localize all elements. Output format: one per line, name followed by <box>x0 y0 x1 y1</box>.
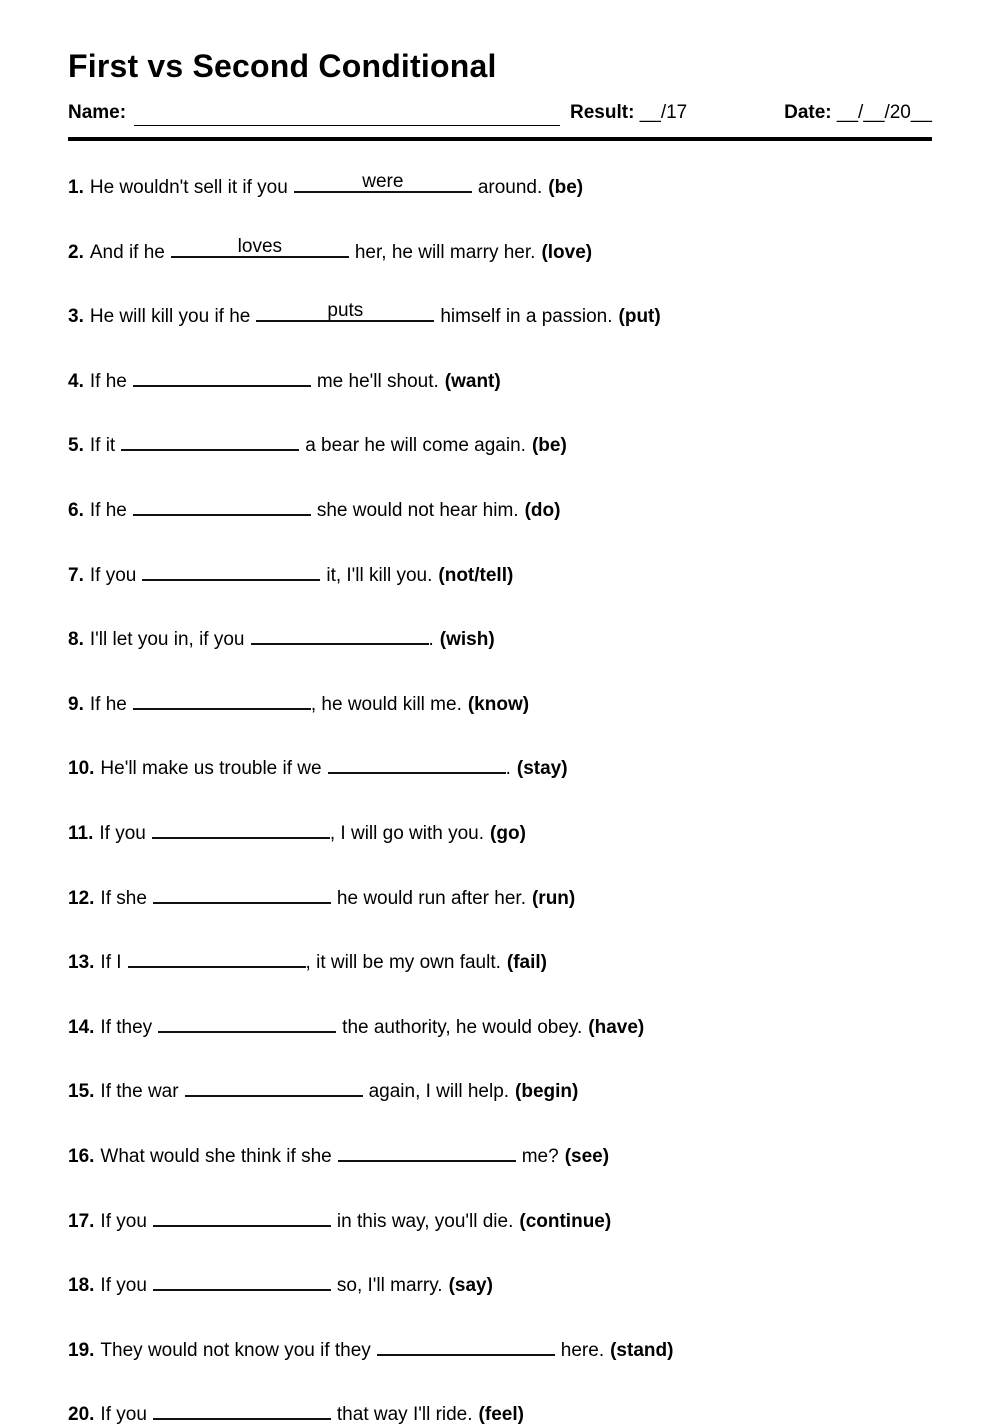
answer-blank[interactable] <box>153 881 331 904</box>
answer-blank[interactable] <box>133 493 311 516</box>
date-field-group <box>784 100 932 126</box>
verb-hint: (put) <box>618 306 661 328</box>
name-input-line[interactable] <box>134 102 560 126</box>
verb-hint: (say) <box>448 1275 493 1297</box>
answer-blank[interactable] <box>328 751 506 774</box>
question-pre-text: If I <box>100 952 122 974</box>
question-number: 10. <box>68 758 95 780</box>
verb-hint: (not/tell) <box>438 564 514 586</box>
question-post-text: in this way, you'll die. <box>336 1210 514 1232</box>
question-row <box>68 687 932 717</box>
answer-blank[interactable] <box>142 558 320 581</box>
questions-list <box>68 170 932 1427</box>
answer-blank[interactable] <box>121 428 299 451</box>
result-label: Result: <box>570 102 635 123</box>
question-number: 2. <box>68 241 84 263</box>
question-post-text: , he would kill me. <box>310 693 462 715</box>
question-post-text: again, I will help. <box>368 1081 510 1103</box>
question-pre-text: He wouldn't sell it if you <box>89 177 288 198</box>
question-number: 12. <box>68 887 95 909</box>
question-pre-text: He'll make us trouble if we <box>100 758 322 780</box>
answer-blank[interactable] <box>338 1139 516 1162</box>
page-title: First vs Second Conditional <box>68 48 497 84</box>
answer-blank[interactable] <box>152 816 330 839</box>
question-number: 17. <box>68 1210 95 1232</box>
name-label: Name: <box>68 102 127 123</box>
question-pre-text: If you <box>100 1275 147 1297</box>
question-number: 14. <box>68 1016 95 1038</box>
question-row <box>68 170 932 200</box>
question-pre-text: If you <box>99 822 146 844</box>
question-row <box>68 1074 932 1104</box>
date-blank[interactable]: __/__/20__ <box>836 102 932 123</box>
question-row <box>68 1010 932 1040</box>
question-pre-text: He will kill you if he <box>89 306 251 328</box>
question-number: 15. <box>68 1081 95 1103</box>
question-pre-text: If the war <box>100 1081 179 1103</box>
verb-hint: (love) <box>541 241 593 263</box>
question-number: 20. <box>68 1404 95 1426</box>
question-number: 18. <box>68 1275 95 1297</box>
question-number: 5. <box>68 435 84 457</box>
question-number: 16. <box>68 1145 95 1167</box>
question-row <box>68 816 932 846</box>
question-post-text: . <box>505 758 511 780</box>
question-pre-text: If you <box>100 1210 147 1232</box>
verb-hint: (stay) <box>516 758 568 780</box>
answer-blank[interactable]: were <box>294 170 472 193</box>
verb-hint: (go) <box>490 822 526 844</box>
question-row <box>68 235 932 265</box>
answer-blank[interactable] <box>133 687 311 710</box>
result-blank[interactable]: __/17 <box>639 102 688 123</box>
question-pre-text: If it <box>89 435 116 457</box>
question-post-text: himself in a passion. <box>440 306 613 328</box>
answer-blank[interactable] <box>153 1397 331 1420</box>
question-post-text: so, I'll marry. <box>336 1275 443 1297</box>
verb-hint: (do) <box>524 499 561 521</box>
question-row <box>68 299 932 329</box>
question-row <box>68 364 932 394</box>
question-post-text: around. <box>477 177 543 198</box>
answer-blank[interactable] <box>128 945 306 968</box>
question-post-text: the authority, he would obey. <box>342 1016 583 1038</box>
question-row <box>68 1204 932 1234</box>
question-number: 19. <box>68 1339 95 1361</box>
verb-hint: (know) <box>467 693 530 715</box>
question-pre-text: If you <box>89 564 137 586</box>
question-pre-text: If you <box>100 1404 147 1426</box>
question-post-text: here. <box>560 1339 605 1361</box>
answer-blank[interactable] <box>153 1204 331 1227</box>
question-post-text: she would not hear him. <box>316 499 519 521</box>
question-row <box>68 558 932 588</box>
verb-hint: (fail) <box>506 952 547 974</box>
question-post-text: that way I'll ride. <box>336 1404 473 1426</box>
question-post-text: , I will go with you. <box>329 822 485 844</box>
question-row <box>68 428 932 458</box>
question-number: 7. <box>68 564 84 586</box>
question-post-text: it, I'll kill you. <box>326 564 433 586</box>
answer-blank[interactable] <box>133 364 311 387</box>
verb-hint: (be) <box>548 177 584 198</box>
worksheet-header <box>68 100 932 126</box>
answer-blank[interactable] <box>251 622 429 645</box>
question-row <box>68 622 932 652</box>
question-number: 11. <box>68 822 94 844</box>
question-post-text: me he'll shout. <box>316 370 439 392</box>
answer-blank[interactable] <box>158 1010 336 1033</box>
question-number: 13. <box>68 952 95 974</box>
question-pre-text: What would she think if she <box>100 1145 332 1167</box>
question-pre-text: If he <box>89 693 127 715</box>
date-label: Date: <box>784 102 832 123</box>
answer-blank[interactable]: puts <box>256 299 434 322</box>
answer-blank[interactable] <box>377 1333 555 1356</box>
verb-hint: (feel) <box>478 1404 524 1426</box>
verb-hint: (begin) <box>515 1081 579 1103</box>
result-field-group <box>570 100 687 126</box>
verb-hint: (be) <box>531 435 567 457</box>
question-row <box>68 945 932 975</box>
question-number: 9. <box>68 693 84 715</box>
question-number: 8. <box>68 629 84 651</box>
name-field-group <box>68 100 560 126</box>
verb-hint: (stand) <box>610 1339 674 1361</box>
verb-hint: (want) <box>444 370 501 392</box>
answer-blank[interactable] <box>153 1268 331 1291</box>
question-row <box>68 1268 932 1298</box>
verb-hint: (run) <box>531 887 576 909</box>
question-number: 3. <box>68 306 84 328</box>
question-row <box>68 1397 932 1427</box>
verb-hint: (have) <box>588 1016 645 1038</box>
question-pre-text: If she <box>100 887 147 909</box>
question-row <box>68 1139 932 1169</box>
header-separator <box>68 137 932 141</box>
question-pre-text: They would not know you if they <box>100 1339 371 1361</box>
question-post-text: he would run after her. <box>336 887 526 909</box>
question-number: 4. <box>68 370 84 392</box>
question-row <box>68 881 932 911</box>
question-post-text: , it will be my own fault. <box>305 952 501 974</box>
question-pre-text: If he <box>89 499 127 521</box>
verb-hint: (continue) <box>519 1210 612 1232</box>
question-pre-text: If he <box>89 370 127 392</box>
answer-blank[interactable]: loves <box>171 235 349 258</box>
question-post-text: me? <box>521 1145 559 1167</box>
verb-hint: (see) <box>564 1145 610 1167</box>
question-row <box>68 493 932 523</box>
verb-hint: (wish) <box>439 629 495 651</box>
question-post-text: a bear he will come again. <box>305 435 526 457</box>
question-number: 1. <box>68 177 84 198</box>
question-number: 6. <box>68 499 84 521</box>
question-pre-text: And if he <box>89 241 165 263</box>
question-row <box>68 751 932 781</box>
question-post-text: her, he will marry her. <box>354 241 536 263</box>
answer-blank[interactable] <box>185 1074 363 1097</box>
question-pre-text: I'll let you in, if you <box>89 629 245 651</box>
question-pre-text: If they <box>100 1016 153 1038</box>
question-row <box>68 1333 932 1363</box>
question-post-text: . <box>428 629 434 651</box>
